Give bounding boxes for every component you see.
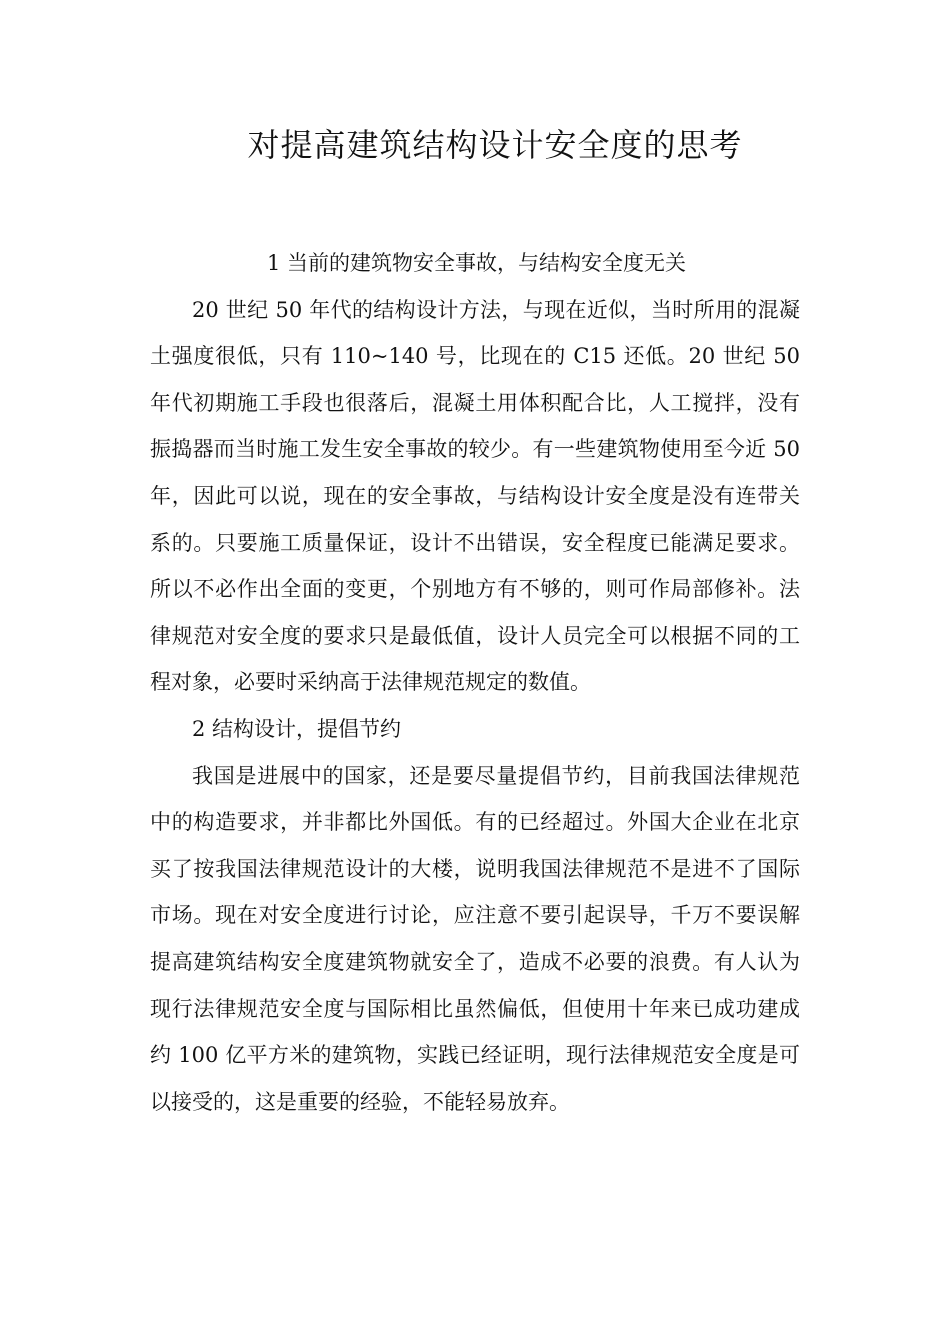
document-title: 对提高建筑结构设计安全度的思考 [247,126,743,164]
section-1-heading: 1 当前的建筑物安全事故，与结构安全度无关 [267,251,687,275]
section-2-paragraph: 我国是进展中的国家，还是要尽量提倡节约，目前我国法律规范中的构造要求，并非都比外国低。有的已经超过。外国大企业在北京买了按我国法律规范设计的大楼，说明我国法律规范不是进不了国际市场。现在对安全度进行讨论，应注意不要引起误导，千万不要误解提高建筑结构安全度建筑物就安全了，造成不必要的浪费。有人认为现行法律规范安全度与国际相比虽然偏低，但使用十年来已成功建成约 100 亿平方米的建筑物，实践已经证明，现行法律规范安全度是可以接受的，这是重要的经验，不能轻易放弃。 [150,763,800,1114]
section-1-paragraph: 20 世纪 50 年代的结构设计方法，与现在近似，当时所用的混凝土强度很低，只有 110~140 号，比现在的 C15 还低。20 世纪 50 年代初期施工手段也很落后，混凝土用体积配合比，人工搅拌，没有振捣器而当时施工发生安全事故的较少。有一些建筑物使用至今近 50 年，因此可以说，现在的安全事故，与结构设计安全度是没有连带关系的。只要施工质量保证，设计不出错误，安全程度已能满足要求。所以不必作出全面的变更，个别地方有不够的，则可作局部修补。法律规范对安全度的要求只是最低值，设计人员完全可以根据不同的工程对象，必要时采纳高于法律规范规定的数值。 [150,297,800,695]
section-2-heading: 2 结构设计，提倡节约 [192,716,402,741]
document-body [150,240,800,1125]
